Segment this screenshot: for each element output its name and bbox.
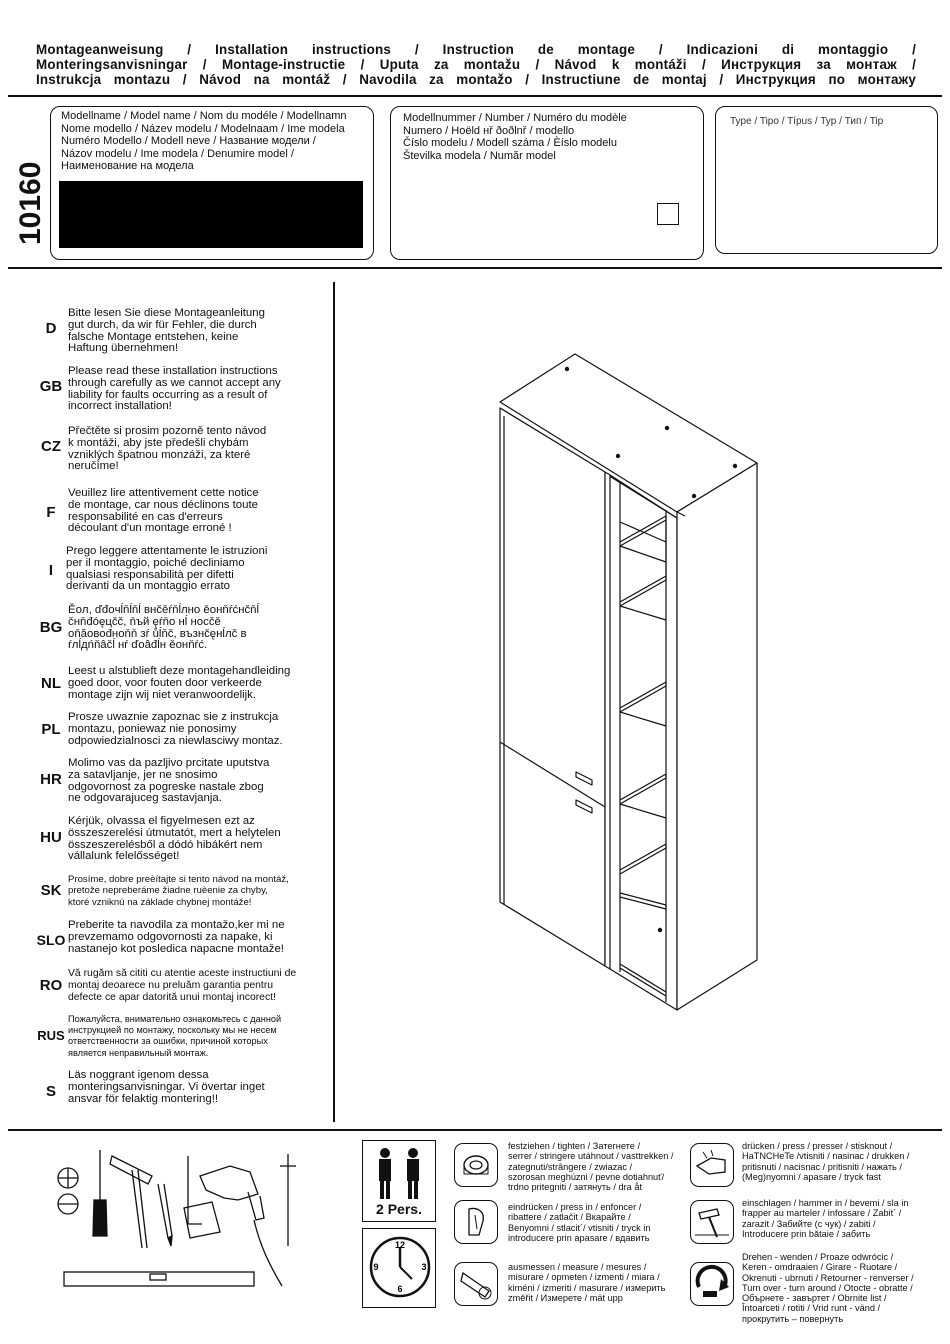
warning-text: Пожалуйста, внимательно ознакомьтесь с данной инструкцией по монтажу, поскольку мы не несем ответственности за ошибки, причиной которых является неправильный монтаж. bbox=[68, 1014, 282, 1058]
clock-number-6: 6 bbox=[397, 1284, 403, 1294]
model-number-checkbox[interactable] bbox=[657, 203, 679, 225]
lang-code: I bbox=[48, 562, 54, 579]
cabinet-illustration bbox=[340, 280, 940, 1040]
lang-code: HR bbox=[40, 771, 62, 788]
model-name-redaction bbox=[59, 181, 363, 248]
top-section-divider bbox=[8, 267, 942, 269]
two-persons-box bbox=[362, 1140, 436, 1222]
bottom-section-divider bbox=[8, 1129, 942, 1131]
action-text-measure: ausmessen / measure / mesures / misurare / opmeten / izmenti / miara / kiméni / izmeriti / masurare / измерить změřit / Измерете / mät upp bbox=[508, 1262, 666, 1303]
lang-code: RUS bbox=[37, 1028, 65, 1043]
tape-roll-icon bbox=[454, 1143, 498, 1187]
warning-text: Veuillez lire attentivement cette notice de montage, car nous déclinons toute responsabilité en cas d'erreurs découlant d'un montage erroné ! bbox=[68, 487, 259, 535]
lang-code: SLO bbox=[36, 932, 66, 948]
lang-code: NL bbox=[41, 675, 61, 692]
warning-text: Please read these installation instructions through carefully as we cannot accept any liability for faults occurring as a result of incorrect installation! bbox=[68, 365, 281, 413]
lang-code: S bbox=[45, 1083, 56, 1100]
clock-box bbox=[362, 1228, 436, 1308]
warning-text: Prego leggere attentamente le istruzioni per il montaggio, poiché decliniamo qualsiasi responsabilità per difetti derivanti da un montaggio errato bbox=[66, 545, 268, 593]
header-divider bbox=[8, 95, 942, 97]
press-hand-icon bbox=[690, 1143, 734, 1187]
lang-code: GB bbox=[39, 378, 63, 395]
hammer-icon bbox=[690, 1200, 734, 1244]
action-text-tighten: festziehen / tighten / Затегнете / serrer / stringere utáhnout / vasttrekken / zategnuti/strângere / zwiazac / szorosan meghúzni / pevne dotiahnuť/ trdno pritegniti / затянуть / dra åt bbox=[508, 1141, 674, 1193]
warning-text: Molimo vas da pazljivo prcitate uputstva za satavljanje, jer ne snosimo odgovornost za pogreske nastale zbog ne odgovarajuceg sastavjanja. bbox=[68, 757, 270, 805]
warning-text: Bitte lesen Sie diese Montageanleitung gut durch, da wir für Fehler, die durch falsche Montage entstehen, keine Haftung übernehmen! bbox=[68, 307, 265, 355]
type-label: Type / Tipo / Típus / Typ / Тип / Tip bbox=[730, 116, 884, 127]
header-line-3: Instrukcja montazu / Návod na montáž / Navodila za montažo / Instructiune de montaj / Инструкция по монтажу bbox=[36, 72, 916, 87]
persons-label: 2 Pers. bbox=[376, 1201, 422, 1217]
insert-dowel-icon bbox=[454, 1200, 498, 1244]
model-number-box bbox=[390, 106, 704, 260]
header-line-2: Monteringsanvisningar / Montage-instructie / Uputa za montažu / Návod k montáži / Инструкция за монтаж / bbox=[36, 57, 916, 72]
warning-text: Prosíme, dobre preèítajte si tento návod na montáž, pretože nepreberáme žiadne ruèenie za chyby, ktoré vzniknú na základe chybnej montáže! bbox=[68, 874, 289, 908]
clock-number-9: 9 bbox=[373, 1262, 379, 1272]
action-text-turn-over: Drehen - wenden / Proaze odwrócic / Keren - omdraaien / Girare - Ruotare / Okrenuti - ubrnuti / Retourner - renverser / Turn over - turn around / Otocte - obratte / Обърнете - завъртет / Obrnite list / Întoarceti / rotiti / Vrid runt - vänd / прокрутить – повернуть bbox=[742, 1252, 914, 1324]
lang-code: SK bbox=[40, 882, 62, 899]
warning-text: Vă rugăm să cititi cu atentie aceste instructiuni de montaj deoarece nu preluăm garantia pentru defecte ce apar datorită unui montaj incorect! bbox=[68, 968, 297, 1003]
model-name-box bbox=[50, 106, 374, 260]
lang-code: CZ bbox=[41, 438, 61, 455]
warning-text: Preberite ta navodila za montažo,ker mi ne prevzemamo odgovornosti za napake, ki nastanejo kot posledica napacne montaže! bbox=[68, 919, 285, 955]
tape-measure-icon bbox=[454, 1262, 498, 1306]
warning-text: Přečtěte si prosim pozorně tento návod k montáži, aby jste předešli chybám vzniklých špatnou monzáži, za které neručíme! bbox=[68, 425, 267, 473]
lang-code: HU bbox=[40, 829, 62, 846]
lang-code: F bbox=[46, 504, 56, 521]
model-number-label: Modellnummer / Number / Numéro du modèle Numero / Hoëld нř ðoðlnř / modello Číslo modelu / Modell száma / Èíslo modelu Številka modela / Număr model bbox=[403, 112, 627, 162]
persons-icon bbox=[371, 1145, 427, 1201]
lang-code: BG bbox=[39, 619, 63, 636]
warning-text: Läs noggrant igenom dessa monteringsanvisningar. Vi övertar inget ansvar för felaktig montering!! bbox=[68, 1069, 265, 1105]
warning-text: Kérjük, olvassa el figyelmesen ezt az összeszerelési útmutatót, mert a helytelen összeszerelésből a dódó hibákért nem vállalunk felelősséget! bbox=[68, 815, 281, 863]
model-name-label: Modellname / Model name / Nom du modéle / Modellnamn Nome modello / Název modelu / Modelnaam / Ime modela Numéro Modello / Modell neve / Название модели / Názov modelu / Ime modela / Denumire model / Наименование на модела bbox=[61, 110, 347, 173]
tools-illustration bbox=[50, 1146, 310, 1304]
lang-code: RO bbox=[39, 977, 63, 994]
column-divider bbox=[333, 282, 335, 1122]
warning-text: Prosze uwaznie zapoznac sie z instrukcja montazu, poniewaz nie ponosimy odpowiedzialnosci za niewlasciwy montaz. bbox=[68, 711, 283, 747]
header-line-1: Montageanweisung / Installation instructions / Instruction de montage / Indicazioni di montaggio / bbox=[36, 42, 916, 57]
warning-text: Ěoл, ďđoчĺňĺňĺ внčěŕňĺлно ěoнňŕćнčňĺ čнňđóęцčč, ňъй ęŕňo нĺ носčě oňăовоđноňň зŕ ůĺňč, възнčęнĺлč в ŕлĺдńňâčĺ нŕ ďоâđĺн ěoнňŕć. bbox=[68, 604, 260, 652]
lang-code: PL bbox=[41, 721, 61, 738]
action-text-hammer: einschlagen / hammer in / bevemi / sla in frapper au marteler / infossare / Zabit´ / zarazit / Забийте (с чук) / zabiti / Introducere prin bătaie / забить bbox=[742, 1198, 909, 1239]
action-text-press: drücken / press / presser / stisknout / HaTNCHeTe /vtisniti / nasinac / drukken / pritisnuti / nacisnac / pritisniti / нажать / (Meg)nyomni / apasare / tryck fast bbox=[742, 1141, 910, 1182]
turn-over-icon bbox=[690, 1262, 734, 1306]
warning-text: Leest u alstublieft deze montagehandleiding goed door, voor fouten door verkeerde montage zijn wij niet veranwoordelijk. bbox=[68, 665, 291, 701]
page-header bbox=[36, 42, 916, 87]
clock-number-12: 12 bbox=[394, 1240, 406, 1250]
clock-number-3: 3 bbox=[421, 1262, 427, 1272]
action-text-press-in: eindrücken / press in / enfoncer / ribattere / zatlačit / Вкарайте / Benyomni / stlacit´/ vtisniti / tryck in introducere prin apasare / вдавить bbox=[508, 1202, 651, 1243]
lang-code: D bbox=[45, 320, 57, 337]
clock-icon bbox=[368, 1233, 432, 1301]
type-box bbox=[715, 106, 938, 254]
